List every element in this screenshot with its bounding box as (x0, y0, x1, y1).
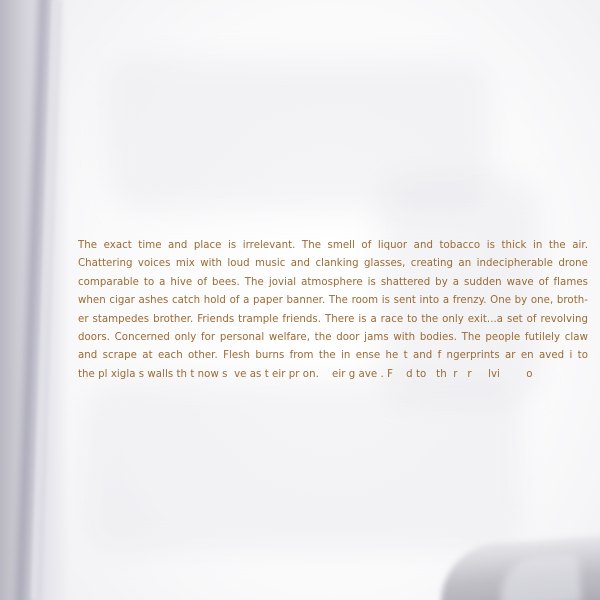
paragraph-line: er stampedes brother. Friends trample friends. There is a race to the only exit...a set of revolving (78, 313, 588, 325)
story-paragraph (78, 237, 588, 384)
background-ghost-shape (90, 380, 520, 550)
paragraph-line: comparable to a hive of bees. The jovial atmosphere is shattered by a sudden wave of flames (78, 276, 588, 288)
paragraph-line: doors. Concerned only for personal welfare, the door jams with bodies. The people futilely claw (78, 332, 588, 344)
paragraph-line: and scrape at each other. Flesh burns from the in ense he t and f ngerprints ar en aved i to (78, 350, 588, 362)
paragraph-line: when cigar ashes catch hold of a paper banner. The room is sent into a frenzy. One by one, broth- (78, 295, 588, 307)
paragraph-line: Chattering voices mix with loud music and clanking glasses, creating an indecipherable drone (78, 258, 588, 270)
paragraph-line: The exact time and place is irrelevant. The smell of liquor and tobacco is thick in the air. (78, 240, 588, 251)
paragraph-line-fading: the pl xigla s walls th t now s ve as t eir pr on. eir g ave . F d to th r r lvi o (78, 368, 533, 380)
